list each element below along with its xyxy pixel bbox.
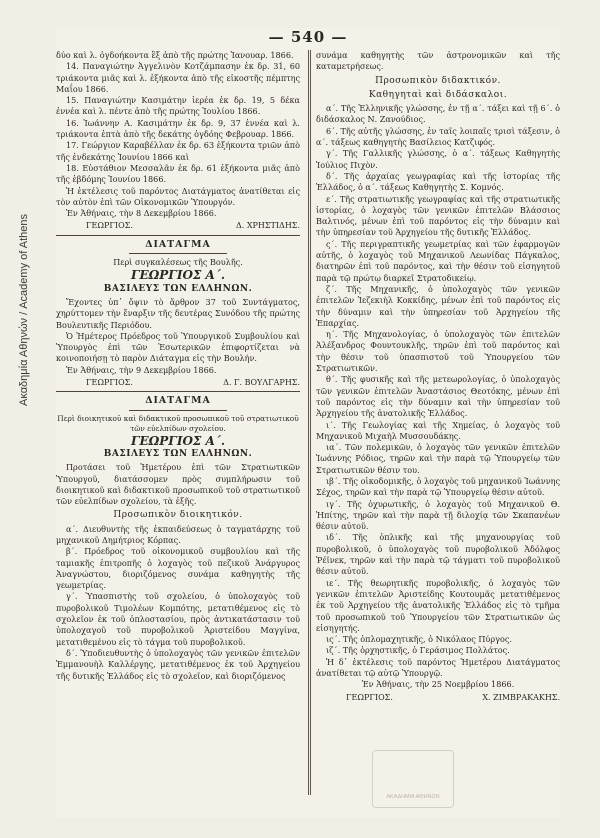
- list-item: ιγ΄. Τῆς ὀχυρωτικῆς, ὁ λοχαγὸς τοῦ Μηχανικοῦ Θ. Ἠπίτης, τηρῶν καὶ τὴν παρὰ τῇ διλοχίᾳ τῶν Σκαπανέων θέσιν αὐτοῦ.: [316, 498, 560, 532]
- gazette-page: [56, 28, 560, 818]
- king-signature: ΓΕΩΡΓΙΟΣ.: [86, 221, 133, 231]
- decree-subject: Περὶ συγκαλέσεως τῆς Βουλῆς.: [113, 257, 243, 268]
- list-item: θ΄. Τῆς φυσικῆς καὶ τῆς μετεωρολογίας, ὁ ὑπολοχαγὸς τῶν γενικῶν ἐπιτελῶν Ἀναστάσιος Θεοτόκης, μένων ἐπὶ τοῦ παρόντος εἰς τὴν δύναμιν καὶ τὴν ὑπηρεσίαν τοῦ Ἀρχηγείου τῆς ἀνατολικῆς Ἑλλάδος.: [316, 374, 560, 419]
- paragraph: Ἡ δ᾽ ἐκτέλεσις τοῦ παρόντος Ἡμετέρου Διατάγματος ἀνατίθεται τῷ αὐτῷ Ὑπουργῷ.: [316, 656, 560, 679]
- list-item: ζ΄. Τῆς Μηχανικῆς, ὁ ὑπολοχαγὸς τῶν γενικῶν ἐπιτελῶν Ἰεζεκιὴλ Κοκκίδης, μένων ἐπὶ τοῦ παρόντος εἰς τὴν δύναμιν καὶ τὴν ὑπηρεσίαν τοῦ Ἀρχηγείου τῆς Ἐπαρχίας.: [316, 283, 560, 328]
- separator: [129, 410, 227, 411]
- paragraph: Ἡ ἐκτέλεσις τοῦ παρόντος Διατάγματος ἀνατίθεται εἰς τὸν αὐτὸν ἐπὶ τῶν Οἰκονομικῶν Ὑπουργόν.: [56, 185, 300, 207]
- signature-row: [56, 377, 300, 388]
- column-divider: [308, 50, 309, 795]
- page-number: — 540 —: [268, 28, 348, 46]
- paragraph: συνάμα καθηγητὴς τῶν ἀστρονομικῶν καὶ τῆς καταμετρήσεως.: [316, 50, 560, 72]
- list-item: ιδ΄. Τῆς ὁπλικῆς καὶ τῆς μηχανουργίας τοῦ πυροβολικοῦ, ὁ ὑπολοχαγὸς τοῦ πυροβολικοῦ Ἀδόλφος Ῥέϊνεκ, τηρῶν καὶ τὴν παρὰ τῷ τάγματι τοῦ πυροβολικοῦ θέσιν αὐτοῦ.: [316, 532, 560, 577]
- date-line: Ἐν Ἀθήναις, τὴν 9 Δεκεμβρίου 1866.: [66, 364, 217, 375]
- paragraph: 18. Εὐστάθιον Μεσσαλᾶν ἐκ δρ. 61 ἑξήκοντα μιᾶς ἀπὸ τῆς ἑβδόμης Ἰουνίου 1866.: [56, 162, 300, 185]
- list-item: γ΄. Τῆς Γαλλικῆς γλώσσης, ὁ α΄. τάξεως Καθηγητὴς Ἰούλιος Πιχὸν.: [316, 148, 560, 170]
- signature-row: [316, 692, 560, 703]
- paragraph: 15. Παναγιώτην Κασιμάτην ἱερέα ἐκ δρ. 19, 5 δέκα ἐννέα καὶ λ. πέντε ἀπὸ τῆς πρώτης Ἰουλίου 1866.: [56, 95, 300, 117]
- section-heading: Προσωπικὸν διοικητικόν.: [113, 510, 243, 521]
- list-item: α΄. Τῆς Ἑλληνικῆς γλώσσης, ἐν τῇ α΄. τάξει καὶ τῇ 6΄. ὁ διδάσκαλος Ν. Ζανούδιος.: [316, 103, 560, 125]
- date-line: Ἐν Ἀθήναις, τὴν 25 Νοεμβρίου 1866.: [361, 679, 515, 690]
- king-signature: ΓΕΩΡΓΙΟΣ.: [86, 378, 133, 388]
- minister-signature: Δ. Γ. ΒΟΥΛΓΑΡΗΣ.: [223, 378, 300, 388]
- decree-subject: Περὶ διοικητικοῦ καὶ διδακτικοῦ προσωπικοῦ τοῦ στρατιωτικοῦ τῶν εὐελπίδων σχολείου.: [57, 413, 299, 433]
- library-stamp: [372, 750, 454, 808]
- list-item: ια΄. Τῶν πολεμικῶν, ὁ λοχαγὸς τῶν γενικῶν ἐπιτελῶν Ἰωάννης Ρόδιος, τηρῶν καὶ τὴν παρὰ τῷ Ὑπουργείῳ τῶν Στρατιωτικῶν θέσιν του.: [316, 442, 560, 475]
- list-item: 6΄. Τῆς αὐτῆς γλώσσης, ἐν ταῖς λοιπαῖς τρισὶ τάξεσιν, ὁ α΄. τάξεως καθηγητὴς Βασίλειος Κατζιφός.: [316, 125, 560, 148]
- section-heading: Προσωπικὸν διδακτικόν.: [375, 75, 501, 86]
- list-item: ε΄. Τῆς στρατιωτικῆς γεωγραφίας καὶ τῆς στρατιωτικῆς ἱστορίας, ὁ λοχαγὸς τῶν γενικῶν ἐπιτελῶν Βλάσσιος Βαλτινός, μένων ἐπὶ τοῦ παρόντος εἰς τὴν δύναμιν καὶ τὴν ὑπηρεσίαν τοῦ Ἀρχηγείου τῆς δυτικῆς Ἑλλάδος.: [316, 193, 560, 238]
- paragraph: 14. Παναγιώτην Ἀγγελινὸν Κοτζάμπασην ἐκ δρ. 31, 60 τριάκοντα μιᾶς καὶ λ. ἑξήκοντα ἀπὸ τῆς εἰκοστῆς πέμπτης Μαΐου 1866.: [56, 61, 300, 94]
- separator: [56, 391, 300, 392]
- king-signature: ΓΕΩΡΓΙΟΣ.: [346, 692, 393, 702]
- separator: [129, 253, 227, 254]
- list-item: ις΄. Τῆς ὁπλομαχητικῆς, ὁ Νικόλαος Πύργος.: [326, 634, 512, 645]
- signature-row: [56, 220, 300, 231]
- column-divider-inner: [310, 50, 311, 795]
- minister-signature: Χ. ΖΙΜΒΡΑΚΑΚΗΣ.: [482, 692, 560, 702]
- decree-heading: ΔΙΑΤΑΓΜΑ: [145, 238, 211, 250]
- paragraph: 16. Ἰωάννην Α. Κασιμάτην ἐκ δρ. 9, 37 ἐννέα καὶ λ. τριάκοντα ἑπτὰ ἀπὸ τῆς δεκάτης ὀγδόης Φεβρουαρ. 1866.: [56, 117, 300, 140]
- king-subtitle: ΒΑΣΙΛΕΥΣ ΤΩΝ ΕΛΛΗΝΩΝ.: [103, 283, 253, 294]
- list-item: ς΄. Τῆς περιγραπτικῆς γεωμετρίας καὶ τῶν ἐφαρμογῶν αὐτῆς, ὁ λοχαγὸς τοῦ Μηχανικοῦ Λεωνίδας Πάγκαλος, διατηρῶν ἐπὶ τοῦ παρόντος, καὶ τὴν θέσιν τοῦ εἰσηγητοῦ παρὰ τῷ πρώτῳ διαρκεῖ Στρατοδικείῳ.: [316, 238, 560, 283]
- list-item: ι΄. Τῆς Γεωλογίας καὶ τῆς Χημείας, ὁ λοχαγὸς τοῦ Μηχανικοῦ Μιχαὴλ Μυσσουδάκης.: [316, 419, 560, 441]
- list-item: δ΄. Τῆς ἀρχαίας γεωγραφίας καὶ τῆς ἱστορίας τῆς Ἑλλάδος, ὁ α΄. τάξεως Καθηγητὴς Σ. Κομνός.: [316, 170, 560, 193]
- paragraph: 17. Γεώργιον Καραβέλλαν ἐκ δρ. 63 ἑξήκοντα τριῶν ἀπὸ τῆς ἐνδεκάτης Ἰουνίου 1866 καὶ: [56, 140, 300, 162]
- paragraph: δύο καὶ λ. ὀγδοήκοντα ἓξ ἀπὸ τῆς πρώτης Ἰανουαρ. 1866.: [56, 50, 294, 60]
- separator: [56, 235, 300, 236]
- paragraph: Ὁ Ἡμέτερος Πρόεδρος τοῦ Ὑπουργικοῦ Συμβουλίου καὶ Ὑπουργὸς ἐπὶ τῶν Ἐσωτερικῶν ἐπιφορτίζεται νὰ κοινοποιήσῃ τὸ παρὸν Διάταγμα εἰς τὴν Βουλήν.: [56, 330, 300, 364]
- archive-watermark: Ακαδημία Αθηνών / Academy of Athens: [18, 214, 30, 407]
- list-item: γ΄. Ὑπασπιστὴς τοῦ σχολείου, ὁ ὑπολοχαγὸς τοῦ πυροβολικοῦ Τιμολέων Κομπότης, μετατιθέμενος εἰς τὸ σχολεῖον ἐκ τοῦ ὁπλοστασίου, πρὸς ἀντικατάστασιν τοῦ ὑπολοχαγοῦ τοῦ πυροβολικοῦ Ἀριστείδου Μαγγίνα, μετατιθεμένου εἰς τὸ τάγμα τοῦ πυροβολικοῦ.: [56, 591, 300, 647]
- left-column: [56, 50, 300, 682]
- right-column: [316, 50, 560, 704]
- king-title: ΓΕΩΡΓΙΟΣ Α΄.: [130, 268, 226, 283]
- decree-heading: ΔΙΑΤΑΓΜΑ: [145, 395, 211, 407]
- list-item: η΄. Τῆς Μηχανολογίας, ὁ ὑπολοχαγὸς τῶν ἐπιτελῶν Ἀλέξανδρος Φουντουκλῆς, τηρῶν ἐπὶ τοῦ παρόντος καὶ τὴν θέσιν τοῦ ὑπασπιστοῦ τοῦ Ὑπουργείου τῶν Στρατιωτικῶν.: [316, 329, 560, 374]
- list-item: δ΄. Ὑποδιευθυντὴς ὁ ὑπολοχαγὸς τῶν γενικῶν ἐπιτελῶν Ἐμμανουὴλ Καλλέργης, μετατιθέμενος ἐκ τοῦ Ἀρχηγείου τῆς δυτικῆς Ἑλλάδος εἰς τὸ σχολεῖον, καὶ διοριζόμενος: [56, 647, 300, 681]
- list-item: β΄. Πρόεδρος τοῦ οἰκονομικοῦ συμβουλίου καὶ τῆς ταμιακῆς ἐπιτροπῆς ὁ λοχαγὸς τοῦ πεζικοῦ Ἀνάργυρος Ἀναγνώστου, διοριζόμενος συνάμα καθηγητὴς τῆς γεωμετρίας.: [56, 546, 300, 591]
- paragraph: Ἔχοντες ὑπ᾽ ὄψιν τὸ ἄρθρον 37 τοῦ Συντάγματος, χηρύττομεν τὴν ἔναρξιν τῆς δευτέρας Συνόδου τῆς πρώτης Βουλευτικῆς Περιόδου.: [56, 296, 300, 330]
- paragraph: Προτάσει τοῦ Ἡμετέρου ἐπὶ τῶν Στρατιωτικῶν Ὑπουργοῦ, διατάσσομεν πρὸς συμπλήρωσιν τοῦ διοικητικοῦ καὶ διδακτικοῦ προσωπικοῦ τοῦ στρατιωτικοῦ τῶν εὐελπίδων σχολείου, τὰ ἑξῆς.: [56, 462, 300, 507]
- date-line: Ἐν Ἀθήναις, τὴν 8 Δεκεμβρίου 1866.: [66, 208, 217, 219]
- list-item: ιζ΄. Τῆς ὀρχηστικῆς, ὁ Γεράσιμος Πολλάτος.: [326, 645, 510, 656]
- list-item: ιβ΄. Τῆς οἰκοδομικῆς, ὁ λοχαγὸς τοῦ μηχανικοῦ Ἰωάννης Σέχος, τηρῶν καὶ τὴν παρὰ τῷ Ὑπουργείῳ θέσιν αὐτοῦ.: [316, 475, 560, 498]
- king-title: ΓΕΩΡΓΙΟΣ Α΄.: [130, 433, 226, 448]
- minister-signature: Δ. ΧΡΗΣΤΙΔΗΣ.: [235, 221, 300, 231]
- list-item: α΄. Διευθυντὴς τῆς ἐκπαιδεύσεως ὁ ταγματάρχης τοῦ μηχανικοῦ Δημήτριος Κόρπας.: [56, 523, 300, 545]
- king-subtitle: ΒΑΣΙΛΕΥΣ ΤΩΝ ΕΛΛΗΝΩΝ.: [103, 448, 253, 459]
- list-item: ιε΄. Τῆς θεωρητικῆς πυροβολικῆς, ὁ λοχαγὸς τῶν γενικῶν ἐπιτελῶν Ἀριστείδης Κουτουμᾶς μετατιθέμενος ἐκ τοῦ Ἀρχηγείου τῆς ἀνατολικῆς Ἑλλάδος εἰς τὸ τμῆμα τοῦ προσωπικοῦ τοῦ Ὑπουργείου τῶν Στρατιωτικῶν ὡς εἰσηγητής.: [316, 577, 560, 633]
- stamp-text: ΑΚΑΔΗΜΙΑ ΑΘΗΝΩΝ: [386, 794, 440, 800]
- section-heading: Καθηγηταὶ καὶ διδάσκαλοι.: [368, 89, 508, 100]
